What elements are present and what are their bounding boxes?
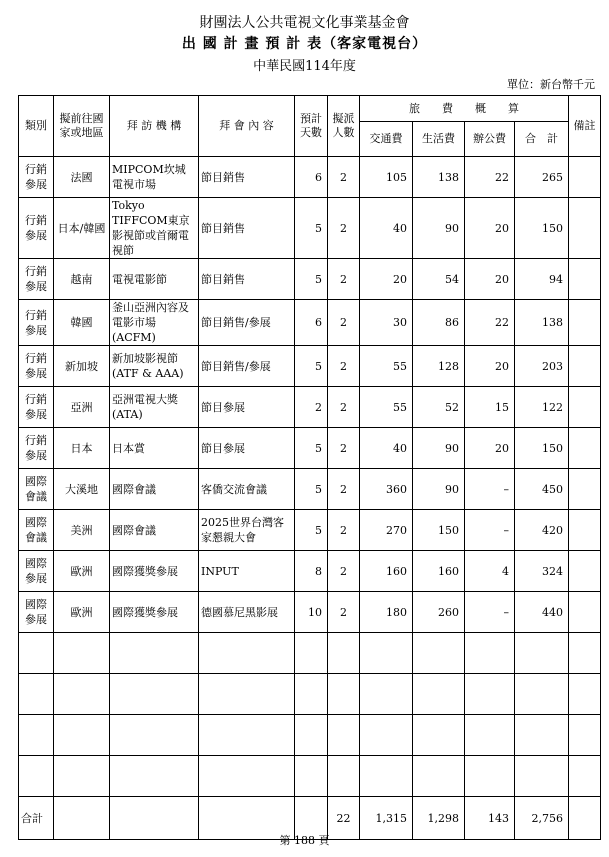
row-transport: 160 bbox=[360, 551, 413, 592]
row-category: 行銷參展 bbox=[19, 300, 54, 346]
row-country: 日本 bbox=[54, 428, 110, 469]
row-transport: 360 bbox=[360, 469, 413, 510]
row-office: 15 bbox=[465, 387, 515, 428]
row-transport: 40 bbox=[360, 428, 413, 469]
row-transport: 55 bbox=[360, 387, 413, 428]
row-total: 420 bbox=[515, 510, 569, 551]
row-remarks bbox=[569, 469, 601, 510]
row-org: 國際獲獎參展 bbox=[110, 551, 199, 592]
row-total: 94 bbox=[515, 259, 569, 300]
currency-unit: 單位：新台幣千元 bbox=[507, 78, 595, 91]
table-row bbox=[19, 592, 601, 633]
row-country: 新加坡 bbox=[54, 346, 110, 387]
row-remarks bbox=[569, 428, 601, 469]
row-remarks bbox=[569, 346, 601, 387]
header-days: 預計天數 bbox=[295, 96, 328, 157]
fiscal-year: 中華民國114年度 bbox=[253, 59, 356, 74]
row-days: 5 bbox=[295, 346, 328, 387]
row-country: 日本/韓國 bbox=[54, 198, 110, 259]
row-living: 160 bbox=[413, 551, 465, 592]
row-living: 86 bbox=[413, 300, 465, 346]
row-living: 54 bbox=[413, 259, 465, 300]
row-content: 節目銷售/參展 bbox=[199, 346, 295, 387]
row-people: 2 bbox=[328, 592, 360, 633]
row-people: 2 bbox=[328, 551, 360, 592]
row-total: 150 bbox=[515, 428, 569, 469]
row-living: 150 bbox=[413, 510, 465, 551]
row-office: – bbox=[465, 510, 515, 551]
row-org: MIPCOM坎城電視市場 bbox=[110, 157, 199, 198]
row-category: 行銷參展 bbox=[19, 259, 54, 300]
row-category: 國際參展 bbox=[19, 592, 54, 633]
row-living: 260 bbox=[413, 592, 465, 633]
row-total: 324 bbox=[515, 551, 569, 592]
row-org: 國際獲獎參展 bbox=[110, 592, 199, 633]
row-remarks bbox=[569, 198, 601, 259]
row-days: 5 bbox=[295, 510, 328, 551]
row-remarks bbox=[569, 510, 601, 551]
table-row bbox=[19, 469, 601, 510]
overseas-plan-table bbox=[18, 95, 601, 840]
row-org: Tokyo TIFFCOM東京影視節或首爾電視節 bbox=[110, 198, 199, 259]
row-days: 2 bbox=[295, 387, 328, 428]
row-days: 5 bbox=[295, 469, 328, 510]
row-org: 國際會議 bbox=[110, 469, 199, 510]
row-office: 20 bbox=[465, 428, 515, 469]
row-people: 2 bbox=[328, 259, 360, 300]
header-remarks: 備註 bbox=[569, 96, 601, 157]
row-living: 52 bbox=[413, 387, 465, 428]
row-days: 8 bbox=[295, 551, 328, 592]
totals-people: 22 bbox=[328, 797, 360, 840]
header-office: 辦公費 bbox=[465, 122, 515, 157]
row-org: 釜山亞洲內容及電影市場(ACFM) bbox=[110, 300, 199, 346]
row-country: 亞洲 bbox=[54, 387, 110, 428]
row-org: 日本賞 bbox=[110, 428, 199, 469]
row-days: 5 bbox=[295, 198, 328, 259]
row-people: 2 bbox=[328, 510, 360, 551]
header-org: 拜 訪 機 構 bbox=[110, 96, 199, 157]
table-row bbox=[19, 428, 601, 469]
table-row bbox=[19, 510, 601, 551]
table-row bbox=[19, 300, 601, 346]
row-people: 2 bbox=[328, 157, 360, 198]
header-country: 擬前往國家或地區 bbox=[54, 96, 110, 157]
empty-row bbox=[19, 674, 601, 715]
table-row bbox=[19, 198, 601, 259]
row-content: 客僑交流會議 bbox=[199, 469, 295, 510]
empty-row bbox=[19, 715, 601, 756]
row-content: 德國慕尼黑影展 bbox=[199, 592, 295, 633]
empty-row bbox=[19, 633, 601, 674]
row-people: 2 bbox=[328, 387, 360, 428]
header-transport: 交通費 bbox=[360, 122, 413, 157]
row-remarks bbox=[569, 592, 601, 633]
row-org: 亞洲電視大獎(ATA) bbox=[110, 387, 199, 428]
totals-total: 2,756 bbox=[515, 797, 569, 840]
table-row bbox=[19, 387, 601, 428]
row-office: 22 bbox=[465, 300, 515, 346]
row-total: 440 bbox=[515, 592, 569, 633]
row-content: 節目銷售 bbox=[199, 157, 295, 198]
row-transport: 20 bbox=[360, 259, 413, 300]
row-category: 行銷參展 bbox=[19, 198, 54, 259]
row-living: 90 bbox=[413, 198, 465, 259]
row-living: 138 bbox=[413, 157, 465, 198]
row-country: 歐洲 bbox=[54, 592, 110, 633]
row-office: – bbox=[465, 592, 515, 633]
row-people: 2 bbox=[328, 428, 360, 469]
row-remarks bbox=[569, 300, 601, 346]
row-country: 歐洲 bbox=[54, 551, 110, 592]
row-office: 22 bbox=[465, 157, 515, 198]
row-days: 5 bbox=[295, 428, 328, 469]
totals-transport: 1,315 bbox=[360, 797, 413, 840]
header-living: 生活費 bbox=[413, 122, 465, 157]
row-content: 節目銷售/參展 bbox=[199, 300, 295, 346]
row-days: 5 bbox=[295, 259, 328, 300]
row-office: 4 bbox=[465, 551, 515, 592]
row-country: 美洲 bbox=[54, 510, 110, 551]
row-total: 265 bbox=[515, 157, 569, 198]
row-transport: 55 bbox=[360, 346, 413, 387]
totals-label: 合計 bbox=[19, 797, 54, 840]
row-people: 2 bbox=[328, 469, 360, 510]
page-number: 第 188 頁 bbox=[279, 834, 330, 847]
org-name: 財團法人公共電視文化事業基金會 bbox=[199, 15, 410, 31]
row-category: 行銷參展 bbox=[19, 157, 54, 198]
row-days: 6 bbox=[295, 300, 328, 346]
row-remarks bbox=[569, 551, 601, 592]
row-office: – bbox=[465, 469, 515, 510]
row-country: 越南 bbox=[54, 259, 110, 300]
row-country: 大溪地 bbox=[54, 469, 110, 510]
row-category: 國際會議 bbox=[19, 469, 54, 510]
table-row bbox=[19, 157, 601, 198]
row-category: 國際參展 bbox=[19, 551, 54, 592]
row-content: 2025世界台灣客家懇親大會 bbox=[199, 510, 295, 551]
row-living: 90 bbox=[413, 428, 465, 469]
row-remarks bbox=[569, 259, 601, 300]
row-transport: 270 bbox=[360, 510, 413, 551]
row-transport: 40 bbox=[360, 198, 413, 259]
table-row bbox=[19, 551, 601, 592]
row-total: 150 bbox=[515, 198, 569, 259]
row-content: 節目參展 bbox=[199, 428, 295, 469]
row-office: 20 bbox=[465, 346, 515, 387]
row-days: 6 bbox=[295, 157, 328, 198]
header-total: 合 計 bbox=[515, 122, 569, 157]
totals-office: 143 bbox=[465, 797, 515, 840]
row-total: 138 bbox=[515, 300, 569, 346]
header-category: 類別 bbox=[19, 96, 54, 157]
row-total: 203 bbox=[515, 346, 569, 387]
row-category: 行銷參展 bbox=[19, 428, 54, 469]
row-content: 節目銷售 bbox=[199, 198, 295, 259]
row-remarks bbox=[569, 387, 601, 428]
row-total: 450 bbox=[515, 469, 569, 510]
header-content: 拜 會 內 容 bbox=[199, 96, 295, 157]
row-office: 20 bbox=[465, 198, 515, 259]
row-living: 128 bbox=[413, 346, 465, 387]
row-org: 國際會議 bbox=[110, 510, 199, 551]
row-total: 122 bbox=[515, 387, 569, 428]
row-transport: 105 bbox=[360, 157, 413, 198]
row-transport: 30 bbox=[360, 300, 413, 346]
row-category: 國際會議 bbox=[19, 510, 54, 551]
row-living: 90 bbox=[413, 469, 465, 510]
row-people: 2 bbox=[328, 346, 360, 387]
row-content: INPUT bbox=[199, 551, 295, 592]
document-title: 出 國 計 畫 預 計 表（客家電視台） bbox=[181, 36, 428, 52]
table-row bbox=[19, 259, 601, 300]
header-people: 擬派人數 bbox=[328, 96, 360, 157]
row-org: 電視電影節 bbox=[110, 259, 199, 300]
empty-row bbox=[19, 756, 601, 797]
row-content: 節目銷售 bbox=[199, 259, 295, 300]
row-country: 法國 bbox=[54, 157, 110, 198]
row-category: 行銷參展 bbox=[19, 346, 54, 387]
row-content: 節目參展 bbox=[199, 387, 295, 428]
row-people: 2 bbox=[328, 300, 360, 346]
header-travel-budget: 旅 費 概 算 bbox=[360, 96, 569, 122]
row-category: 行銷參展 bbox=[19, 387, 54, 428]
row-transport: 180 bbox=[360, 592, 413, 633]
table-row bbox=[19, 346, 601, 387]
row-remarks bbox=[569, 157, 601, 198]
totals-living: 1,298 bbox=[413, 797, 465, 840]
row-country: 韓國 bbox=[54, 300, 110, 346]
row-org: 新加坡影視節(ATF & AAA) bbox=[110, 346, 199, 387]
row-days: 10 bbox=[295, 592, 328, 633]
row-office: 20 bbox=[465, 259, 515, 300]
row-people: 2 bbox=[328, 198, 360, 259]
